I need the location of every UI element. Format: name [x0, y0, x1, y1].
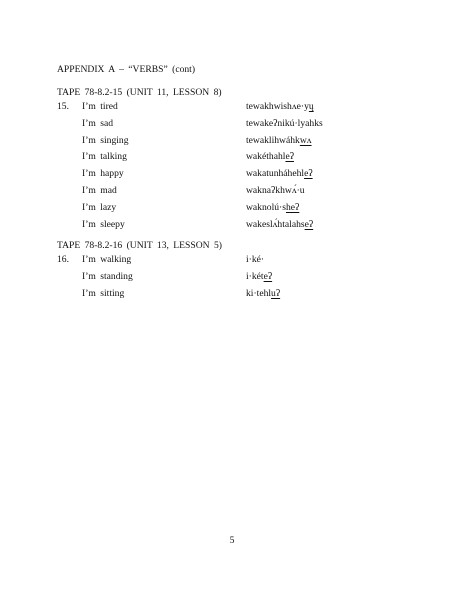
english-phrase: I’m sleepy [82, 218, 125, 230]
verb-row [57, 202, 417, 216]
native-word: waknaʔkhwʌ́·u [246, 185, 305, 196]
verb-row [57, 219, 417, 233]
native-word: tewaklihwáhkwʌ [246, 134, 312, 146]
verb-row [57, 118, 417, 132]
verb-row [57, 185, 417, 199]
verb-row [57, 168, 417, 182]
native-word: ki·tehluʔ [246, 287, 281, 299]
english-phrase: I’m lazy [82, 201, 117, 213]
english-phrase: I’m walking [82, 254, 132, 265]
native-word: wakeslʌ́htalahseʔ [246, 218, 314, 230]
native-word: waknolú·sheʔ [246, 201, 300, 213]
appendix-heading: APPENDIX A – “VERBS” (cont) [57, 64, 196, 75]
native-word: wakatunháhehleʔ [246, 168, 313, 180]
verb-row [57, 135, 417, 149]
english-phrase: I’m sad [82, 117, 114, 129]
native-word: i·ké· [246, 254, 265, 265]
native-word: tewakeʔnikú·lyahks [246, 117, 323, 129]
english-phrase: I’m singing [82, 134, 129, 146]
tape-heading: TAPE 78-8.2-15 (UNIT 11, LESSON 8) [57, 87, 222, 98]
tape-heading: TAPE 78-8.2-16 (UNIT 13, LESSON 5) [57, 240, 222, 251]
verb-row [57, 271, 417, 285]
item-number: 16. [57, 254, 69, 265]
verb-row [57, 254, 417, 268]
verb-row [57, 151, 417, 165]
english-phrase: I’m tired [82, 101, 118, 112]
native-word: tewakhwishʌe·yų [246, 101, 314, 112]
page-number: 5 [229, 535, 235, 546]
english-phrase: I’m happy [82, 168, 124, 180]
item-number: 15. [57, 101, 69, 112]
english-phrase: I’m mad [82, 185, 117, 196]
english-phrase: I’m sitting [82, 287, 125, 299]
native-word: wakéthahleʔ [246, 151, 294, 163]
native-word: i·kéteʔ [246, 270, 273, 282]
verb-row [57, 101, 417, 115]
english-phrase: I’m standing [82, 270, 133, 282]
verb-row [57, 288, 417, 302]
english-phrase: I’m talking [82, 151, 127, 163]
